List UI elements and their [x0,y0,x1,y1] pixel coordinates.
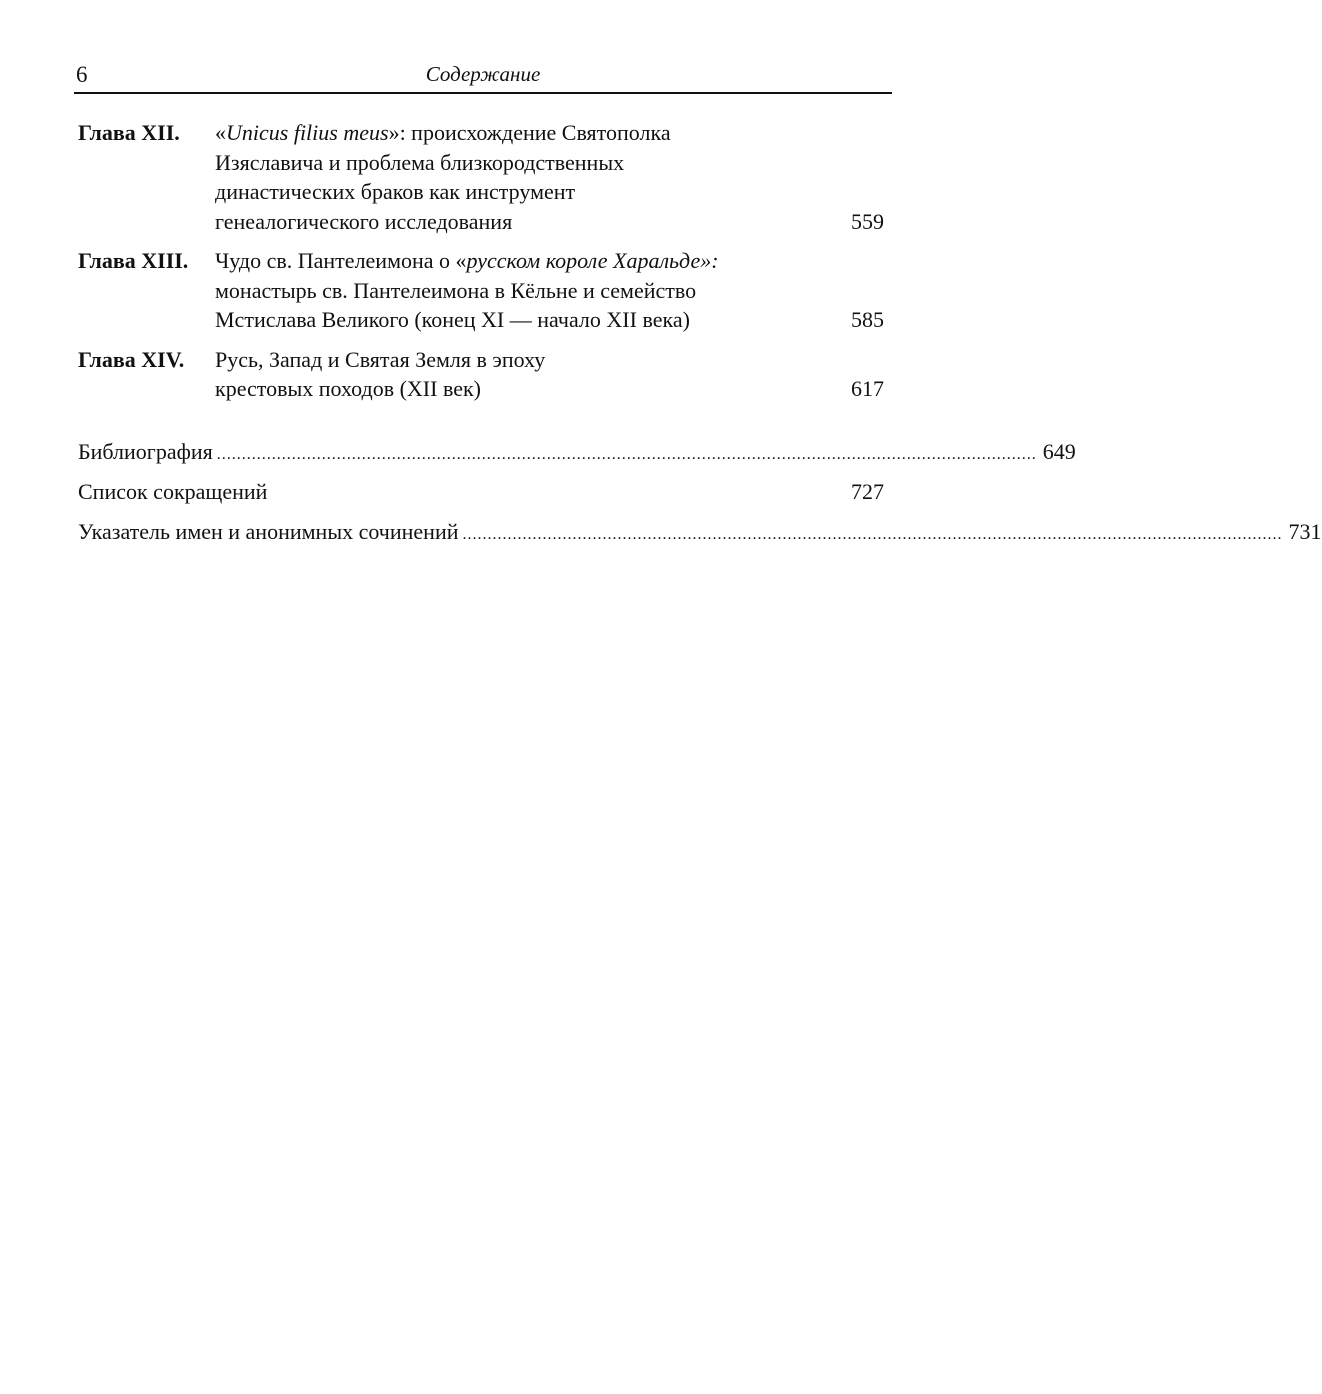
chapter-title-line: Чудо св. Пантелеимона о «русском короле Харальде»: [215,248,719,273]
toc-entry-abbreviations[interactable] [78,473,884,513]
table-of-contents [78,118,884,414]
chapter-title-line: династических браков как инструмент [215,179,576,204]
chapter-title-line: монастырь св. Пантелеимона в Кёльне и семейство [215,277,697,303]
entry-title: Указатель имен и анонимных сочинений [78,519,459,544]
chapter-title [215,246,884,335]
chapter-title-line: Мстислава Великого (конец XI — начало XII века) [215,307,690,332]
chapter-page-number: 585 [851,307,884,332]
chapter-title-line: крестовых походов (XII век) [215,376,481,401]
toc-entry-index[interactable] [78,513,1322,553]
entry-page-number: 731 [1288,519,1322,544]
toc-entry-bibliography[interactable] [78,433,1076,473]
chapter-page-number: 617 [851,376,884,401]
chapter-title [215,345,884,404]
toc-entry-chapter-12[interactable] [78,118,884,236]
entry-page-number: 727 [851,479,884,504]
chapter-title-line: Изяславича и проблема близкородственных [215,149,625,175]
chapter-label: Глава XIII. [78,248,189,273]
dot-leader: .................................................................................................................................................................... [216,446,1037,463]
chapter-title-line: генеалогического исследования [215,208,513,234]
toc-entry-chapter-14[interactable] [78,345,884,404]
back-matter-list [78,433,1322,553]
page-number: 6 [76,62,88,87]
entry-title: Список сокращений [78,479,268,504]
dot-leader: .................................................................................................................................................................... [462,526,1283,543]
page-header [74,60,892,94]
entry-title: Библиография [78,439,213,464]
chapter-page-number: 559 [851,208,884,234]
chapter-title [215,118,884,236]
toc-entry-chapter-13[interactable] [78,246,884,335]
chapter-title-line: Русь, Запад и Святая Земля в эпоху [215,346,546,372]
chapter-title-line: «Unicus filius meus»: происхождение Святополка [215,120,671,145]
running-title: Содержание [425,62,541,86]
entry-page-number: 649 [1042,439,1076,464]
chapter-label: Глава XIV. [78,346,185,372]
chapter-label: Глава XII. [78,120,180,145]
